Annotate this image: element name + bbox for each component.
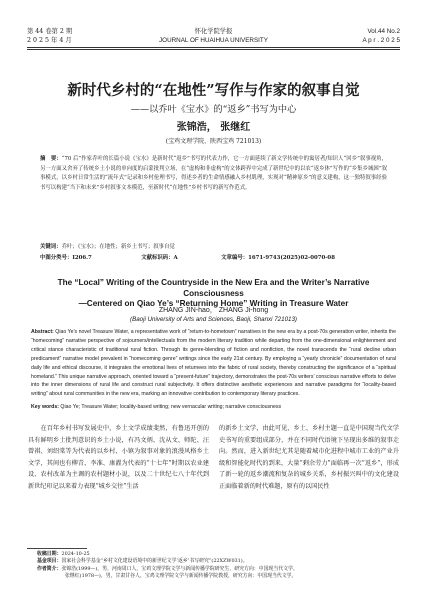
abstract-text-cn: “70 后”作家乔叶的长篇小说《宝水》是新时代“返乡”书写的代表力作，它一方面延续了新文学传统中的寓居者/知识人“回乡”叙事视角，另一方面又舍弃了传统乡土小说的单向度的启蒙批判立场，在“虚构和非虚构”的文体跨界中完成了新世纪中的以农“返乡体”写作的“乡集乡城困”叙事模式，以乡村日常生活的“流年式”记录和乡村伦理书写，得述乡者的生命情感融入乡村肌理，实现对“精神原乡”的意义建构，这一独特叙事经验书写以构建“当下和未来”乡村叙事文本模范，至新时代“在地性”乡村书写的新写作范式。	[40, 156, 387, 191]
keywords-cn	[40, 243, 387, 253]
body-column-left: 在百年乡村书写发展史中，乡土文学成绩斐然，有鲁迅开创的具有鲜明乡土批判意识的乡土小说，有冯文炳、沈从文、师陀、汪曾祺、刘绍棠等为代表的以乡村、小镇为叙事对象的浪漫风格乡土文学，其间也有柳青、李准、康濯为代表的“十七年”时期以农业建设、农村改革为主调的农村题材小说，以及二十世纪七八十年代到新世纪印记以来着力表现“城乡交往”生活	[28, 425, 209, 490]
abstract-en	[31, 328, 396, 399]
issue-date-en: A p r . 2 0 2 5	[362, 37, 400, 44]
title-en-line1: The “Local” Writing of the Countryside in the New Era and the Writer’s Narrative Consciousness	[57, 278, 370, 298]
abstract-text-en: Qiao Ye’s novel Treasure Water, a representative work of “return-to-hometown” narratives in the new era by a post-70s generation writer, inherits the “homecoming” narrative perspective of sojourners/intellectuals from the modern literary tradition while departing from the one-dimensional enlightenment and critical stance characteristic of traditional rural fiction. Through its genre-blending of fiction and nonfiction, the novel transcends the “rural decline urban predicament” narrative model prevalent in “homecoming genre” writings since the early 21st century. By employing a “yearly chronicle” documentation of rural daily life and ethical discourse, it integrates the emotional lives of returnees into the fabric of rural society, thereby constructing the significance of a “spiritual homeland.” This unique narrative approach, oriented toward a “present-future” trajectory, demonstrates the post-70s writers’ conscious narrative efforts to delve into the inner dimensions of rural life and construct rural subjectivity. It offers distinctive aesthetic experiences and narrative paradigms for “locality-based writing” about rural communities in the new era, marking an innovative contribution to contemporary literary practices.	[31, 329, 396, 398]
footnote-author1: 作者简介：张锦浩(1999—)，男，河南周口人，宝鸡文理学院文学与新闻传播学院研究生，研究方向：中国现当代文学。	[37, 565, 298, 572]
article-title-en	[30, 278, 397, 310]
authors-cn: 张锦浩， 张继红	[176, 122, 251, 133]
authors-en: ZHANG JIN-hao， ZHANG Ji-hong	[158, 307, 269, 314]
keywords-label-cn: 关键词：	[40, 244, 62, 250]
footnote-fund: 基金项目：国家社会科学基金“乡村文化建设语境中的新世纪文学‘返乡’书写研究”(22XZW031)。	[37, 558, 248, 565]
abstract-label-cn: 摘 要：	[40, 156, 62, 162]
keywords-text-cn: 乔叶；《宝水》；在地性；新乡土书写；叙事自觉	[61, 244, 175, 250]
footnote-rule	[27, 548, 87, 549]
title-en-line2: —Centered on Qiao Ye’s “Returning Home” Writing in Treasure Water	[78, 299, 349, 308]
affiliation-en: (Baoji University of Arts and Sciences, Baoji, Shanxi 721013)	[130, 316, 297, 323]
keywords-text-en: Qiao Ye; Treasure Water; locality-based writing; new vernacular writing; narrative consciousness	[60, 404, 282, 410]
document-code: 文献标识码：A	[141, 255, 178, 261]
journal-name-cn: 怀化学院学报	[194, 28, 233, 35]
article-subtitle-cn: ——以乔叶《宝水》的“返乡”书写为中心	[130, 104, 297, 115]
clc-number: 中图分类号：I206.7	[40, 255, 92, 261]
volume-issue: 第 44 卷第 2 期	[27, 28, 73, 35]
volume-issue-en: Vol.44 No.2	[367, 28, 400, 35]
body-column-right: 的新乡土文学，由此可见，乡土、乡村主题一直是中国现当代文学史书写的重要组成部分，并在不同时代语境下呈现出多维的叙事走向。然而，进入新世纪尤其是随着城市化进程中城市工业的产业升级和智能化时代的到来，大量“剩余劳力”面临再一次“返乡”，形成了新一轮的返乡潮流和复杂的城乡关系，乡村振兴叫中的文化建设正面临着新的时代难题，原有的以国民性	[219, 425, 399, 490]
footnote-author2: 张继红(1978—)，男，甘肃甘谷人，宝鸡文理学院文学与新闻传播学院教授，研究方向：中国现当代文学。	[65, 572, 297, 579]
issue-date-cn: 2 0 2 5 年 4 月	[27, 37, 72, 44]
footnote-received: 收稿日期：2024-10-25	[37, 551, 90, 557]
header-rule-thin	[27, 49, 400, 50]
article-title-cn: 新时代乡村的“在地性”写作与作家的叙事自觉	[67, 82, 360, 99]
header-rule	[27, 47, 400, 48]
abstract-cn	[40, 155, 387, 193]
affiliation-cn: (宝鸡文理学院，陕西宝鸡 721013)	[165, 138, 262, 145]
footnotes	[37, 551, 397, 580]
classification-line	[40, 254, 387, 264]
article-number: 文章编号：1671-9743(2025)02-0070-08	[221, 255, 335, 261]
journal-name-en: JOURNAL OF HUAIHUA UNIVERSITY	[159, 37, 268, 44]
abstract-label-en: Abstract:	[31, 329, 54, 335]
keywords-en	[31, 403, 396, 412]
keywords-label-en: Key words:	[31, 404, 59, 410]
